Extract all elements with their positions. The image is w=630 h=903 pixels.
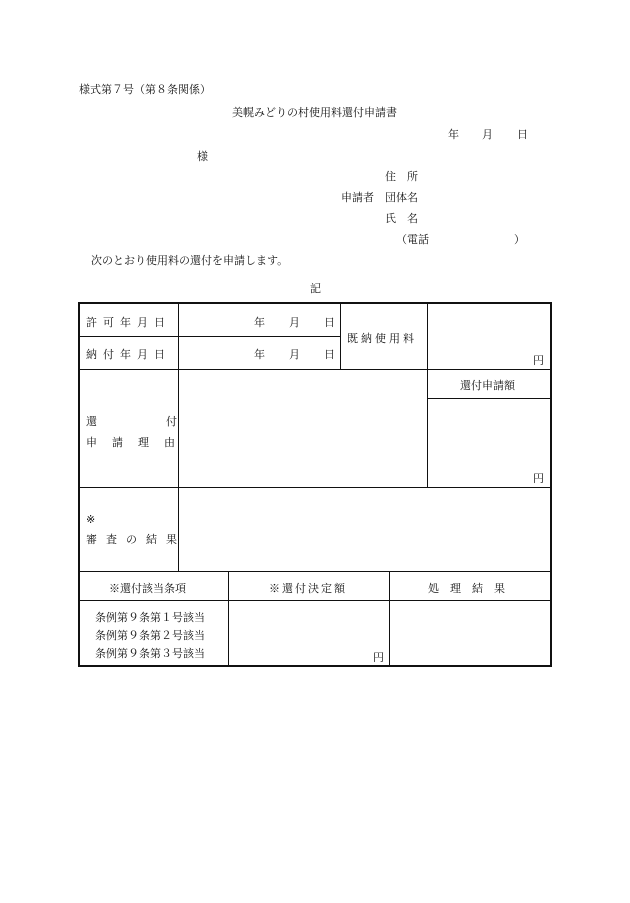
payment-month: 月 [289, 348, 300, 361]
name-label: 氏 名 [385, 212, 418, 225]
permit-month: 月 [289, 316, 300, 329]
divider [228, 571, 229, 666]
clause-item: 条例第９条第２号該当 [95, 629, 205, 642]
divider [340, 303, 341, 369]
permit-year: 年 [254, 316, 265, 329]
address-label: 住 所 [385, 170, 418, 183]
refund-amount-label: 還付申請額 [460, 379, 515, 392]
divider [79, 571, 551, 572]
phone-close: ） [514, 233, 525, 246]
intro-text: 次のとおり使用料の還付を申請します。 [91, 254, 289, 267]
divider [79, 336, 340, 337]
clause-item: 条例第９条第３号該当 [95, 647, 205, 660]
divider [389, 571, 390, 666]
organization-label: 団体名 [385, 191, 418, 204]
applicant-role-label: 申請者 [341, 191, 374, 204]
permit-day: 日 [324, 316, 335, 329]
phone-open: （電話 [396, 233, 429, 246]
divider [427, 303, 428, 487]
paid-fee-yen: 円 [533, 354, 544, 367]
form-title: 美幌みどりの村使用料還付申請書 [232, 106, 397, 119]
refund-amount-yen: 円 [533, 472, 544, 485]
payment-day: 日 [324, 348, 335, 361]
divider [79, 487, 551, 488]
payment-year: 年 [254, 348, 265, 361]
date-year-label: 年 [448, 128, 459, 141]
processing-result-header: 処理結果 [428, 582, 516, 595]
decision-amount-header: ※還付決定額 [269, 582, 347, 595]
divider [79, 600, 551, 601]
clause-item: 条例第９条第１号該当 [95, 611, 205, 624]
form-number: 様式第７号（第８条関係） [79, 83, 211, 96]
permit-date-label: 許可年月日 [86, 316, 171, 329]
clause-header: ※還付該当条項 [109, 582, 186, 595]
decision-amount-yen: 円 [373, 651, 384, 664]
date-month-label: 月 [482, 128, 493, 141]
paid-fee-label: 既納使用料 [347, 332, 417, 345]
addressee-suffix: 様 [197, 150, 208, 163]
ki-mark: 記 [310, 282, 321, 295]
reason-label-line2: 申請理由 [86, 436, 190, 449]
divider [79, 369, 551, 370]
review-result-label: 審査の結果 [86, 533, 186, 546]
reason-label-line1: 還 付 [86, 415, 182, 428]
review-mark: ※ [86, 513, 96, 526]
payment-date-label: 納付年月日 [86, 348, 171, 361]
divider [428, 398, 551, 399]
date-day-label: 日 [517, 128, 528, 141]
